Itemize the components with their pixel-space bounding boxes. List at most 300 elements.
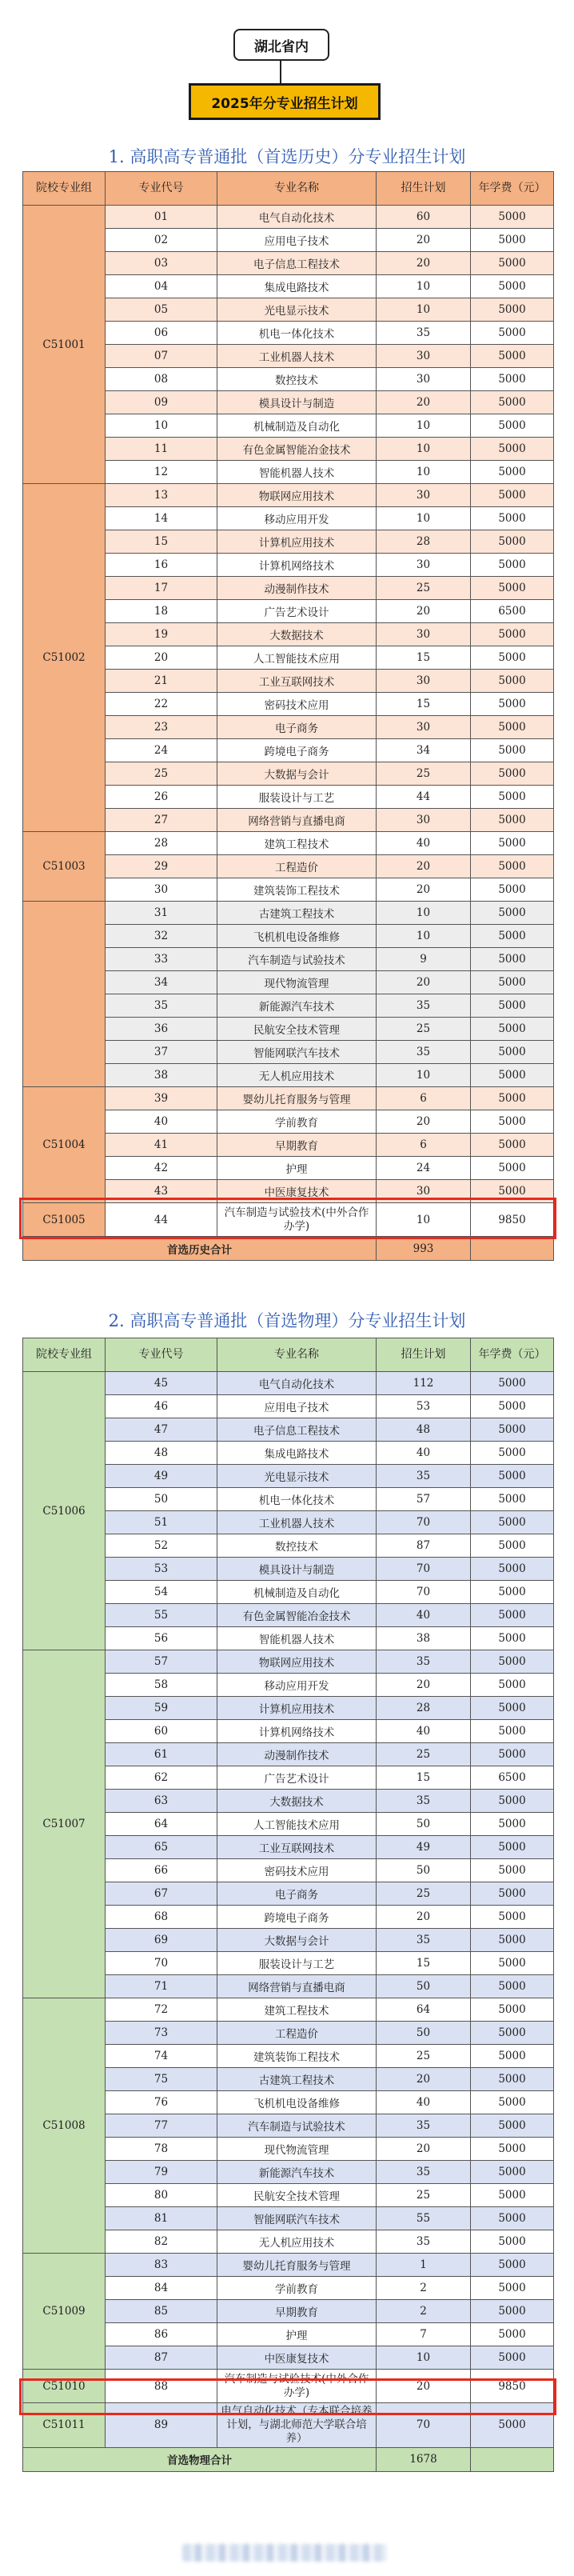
major-code-cell: 71 [106, 1975, 217, 1998]
major-name-cell: 机电一体化技术 [217, 322, 377, 345]
major-code-cell: 70 [106, 1952, 217, 1975]
major-name-cell: 建筑工程技术 [217, 832, 377, 855]
major-code-cell: 15 [106, 530, 217, 554]
major-name-cell: 中医康复技术 [217, 2346, 377, 2370]
physics-plan-table [22, 1338, 554, 2472]
major-code-cell: 30 [106, 878, 217, 902]
major-name-cell: 动漫制作技术 [217, 1743, 377, 1766]
group-code-cell: C51006 [23, 1372, 106, 1650]
major-code-cell: 39 [106, 1087, 217, 1110]
plan-count-cell: 70 [377, 1581, 471, 1604]
tuition-cell: 5000 [471, 739, 554, 762]
group-code-cell: C51008 [23, 1998, 106, 2254]
plan-count-cell: 10 [377, 298, 471, 322]
major-name-cell: 汽车制造与试验技术(中外合作办学) [217, 2370, 377, 2403]
major-name-cell: 大数据与会计 [217, 1929, 377, 1952]
history-plan-table [22, 171, 554, 1261]
group-code-cell [23, 902, 106, 1087]
plan-count-cell: 20 [377, 1906, 471, 1929]
tuition-cell: 5000 [471, 2138, 554, 2161]
major-code-cell: 22 [106, 693, 217, 716]
plan-count-cell: 20 [377, 391, 471, 414]
tuition-cell: 5000 [471, 948, 554, 971]
tuition-cell: 5000 [471, 1859, 554, 1882]
major-name-cell: 电气自动化技术（专本联合培养计划，与湖北师范大学联合培养） [217, 2403, 377, 2448]
plan-count-cell: 20 [377, 971, 471, 994]
major-code-cell: 09 [106, 391, 217, 414]
group-code-cell: C51003 [23, 832, 106, 902]
major-name-cell: 新能源汽车技术 [217, 2161, 377, 2184]
tuition-cell: 5000 [471, 229, 554, 252]
history-plan-table-wrap [22, 171, 553, 1261]
plan-count-cell: 35 [377, 322, 471, 345]
plan-count-cell: 25 [377, 577, 471, 600]
major-code-cell: 08 [106, 368, 217, 391]
major-code-cell: 56 [106, 1627, 217, 1650]
major-name-cell: 工业互联网技术 [217, 1836, 377, 1859]
table-row [23, 1998, 554, 2022]
tuition-cell: 5000 [471, 832, 554, 855]
group-code-cell: C51005 [23, 1203, 106, 1237]
major-name-cell: 有色金属智能冶金技术 [217, 1604, 377, 1627]
major-code-cell: 47 [106, 1418, 217, 1442]
major-code-cell: 20 [106, 646, 217, 670]
major-code-cell: 02 [106, 229, 217, 252]
group-code-cell: C51009 [23, 2254, 106, 2370]
major-name-cell: 移动应用开发 [217, 507, 377, 530]
tuition-cell: 5000 [471, 1511, 554, 1534]
major-code-cell: 27 [106, 809, 217, 832]
col-header-fee: 年学费（元） [471, 1338, 554, 1372]
plan-count-cell: 6 [377, 1134, 471, 1157]
tuition-cell: 5000 [471, 2045, 554, 2068]
table-row [23, 206, 554, 229]
major-code-cell: 10 [106, 414, 217, 438]
major-code-cell: 13 [106, 484, 217, 507]
major-name-cell: 学前教育 [217, 2277, 377, 2300]
total-value: 993 [377, 1237, 471, 1261]
tuition-cell: 5000 [471, 507, 554, 530]
major-name-cell: 计算机应用技术 [217, 1697, 377, 1720]
major-code-cell: 42 [106, 1157, 217, 1180]
major-code-cell: 36 [106, 1018, 217, 1041]
plan-count-cell: 10 [377, 414, 471, 438]
tuition-cell: 5000 [471, 2323, 554, 2346]
table-row [23, 484, 554, 507]
major-code-cell: 81 [106, 2207, 217, 2230]
major-name-cell: 飞机机电设备维修 [217, 925, 377, 948]
group-code-cell: C51011 [23, 2403, 106, 2448]
major-code-cell: 29 [106, 855, 217, 878]
major-name-cell: 古建筑工程技术 [217, 902, 377, 925]
table-row [23, 2403, 554, 2448]
major-code-cell: 03 [106, 252, 217, 275]
major-code-cell: 66 [106, 1859, 217, 1882]
plan-count-cell: 35 [377, 994, 471, 1018]
major-name-cell: 大数据与会计 [217, 762, 377, 786]
major-code-cell: 62 [106, 1766, 217, 1790]
total-row [23, 2447, 554, 2471]
plan-count-cell: 10 [377, 438, 471, 461]
tuition-cell: 5000 [471, 1157, 554, 1180]
tuition-cell: 5000 [471, 414, 554, 438]
tuition-cell: 5000 [471, 1720, 554, 1743]
tuition-cell: 5000 [471, 484, 554, 507]
tuition-cell: 5000 [471, 1442, 554, 1465]
plan-count-cell: 10 [377, 925, 471, 948]
plan-count-cell: 2 [377, 2300, 471, 2323]
plan-count-cell: 20 [377, 2138, 471, 2161]
total-label: 首选历史合计 [23, 1237, 377, 1261]
major-name-cell: 婴幼儿托育服务与管理 [217, 2254, 377, 2277]
major-name-cell: 机械制造及自动化 [217, 1581, 377, 1604]
tuition-cell: 5000 [471, 1674, 554, 1697]
plan-count-cell: 30 [377, 716, 471, 739]
major-code-cell: 18 [106, 600, 217, 623]
major-code-cell: 38 [106, 1064, 217, 1087]
tuition-cell: 5000 [471, 2068, 554, 2091]
major-name-cell: 工业机器人技术 [217, 1511, 377, 1534]
major-code-cell: 41 [106, 1134, 217, 1157]
major-name-cell: 机电一体化技术 [217, 1488, 377, 1511]
major-name-cell: 汽车制造与试验技术 [217, 948, 377, 971]
plan-count-cell: 25 [377, 1882, 471, 1906]
major-code-cell: 80 [106, 2184, 217, 2207]
major-code-cell: 50 [106, 1488, 217, 1511]
table-row [23, 1372, 554, 1395]
group-code-cell: C51010 [23, 2370, 106, 2403]
major-code-cell: 75 [106, 2068, 217, 2091]
major-name-cell: 模具设计与制造 [217, 391, 377, 414]
plan-count-cell: 15 [377, 693, 471, 716]
tuition-cell: 5000 [471, 1180, 554, 1203]
major-code-cell: 07 [106, 345, 217, 368]
major-name-cell: 建筑装饰工程技术 [217, 2045, 377, 2068]
major-code-cell: 64 [106, 1813, 217, 1836]
major-name-cell: 工程造价 [217, 855, 377, 878]
major-name-cell: 广告艺术设计 [217, 1766, 377, 1790]
major-code-cell: 25 [106, 762, 217, 786]
total-value: 1678 [377, 2447, 471, 2471]
major-code-cell: 48 [106, 1442, 217, 1465]
tuition-cell: 5000 [471, 1488, 554, 1511]
tuition-cell: 5000 [471, 2161, 554, 2184]
plan-count-cell: 50 [377, 1813, 471, 1836]
group-code-cell: C51002 [23, 484, 106, 832]
plan-count-cell: 53 [377, 1395, 471, 1418]
major-code-cell: 87 [106, 2346, 217, 2370]
table-row [23, 2370, 554, 2403]
tuition-cell: 5000 [471, 577, 554, 600]
major-code-cell: 40 [106, 1110, 217, 1134]
tuition-cell: 6500 [471, 600, 554, 623]
major-name-cell: 电气自动化技术 [217, 1372, 377, 1395]
plan-count-cell: 30 [377, 484, 471, 507]
plan-count-cell: 70 [377, 2403, 471, 2448]
tuition-cell: 5000 [471, 322, 554, 345]
major-name-cell: 密码技术应用 [217, 1859, 377, 1882]
plan-count-cell: 49 [377, 1836, 471, 1859]
plan-count-cell: 40 [377, 2091, 471, 2114]
major-name-cell: 婴幼儿托育服务与管理 [217, 1087, 377, 1110]
physics-plan-table-wrap [22, 1338, 553, 2472]
tuition-cell: 5000 [471, 623, 554, 646]
major-name-cell: 集成电路技术 [217, 1442, 377, 1465]
plan-count-cell: 10 [377, 1203, 471, 1237]
major-name-cell: 建筑工程技术 [217, 1998, 377, 2022]
tuition-cell: 5000 [471, 693, 554, 716]
plan-count-cell: 50 [377, 2022, 471, 2045]
group-code-cell: C51007 [23, 1650, 106, 1998]
major-name-cell: 跨境电子商务 [217, 739, 377, 762]
tuition-cell: 9850 [471, 1203, 554, 1237]
tuition-cell: 5000 [471, 971, 554, 994]
major-name-cell: 计算机网络技术 [217, 554, 377, 577]
plan-count-cell: 40 [377, 832, 471, 855]
plan-count-cell: 28 [377, 530, 471, 554]
tuition-cell: 5000 [471, 554, 554, 577]
major-code-cell: 82 [106, 2230, 217, 2254]
major-name-cell: 无人机应用技术 [217, 2230, 377, 2254]
tuition-cell: 5000 [471, 275, 554, 298]
major-name-cell: 网络营销与直播电商 [217, 1975, 377, 1998]
major-code-cell: 61 [106, 1743, 217, 1766]
major-name-cell: 大数据技术 [217, 623, 377, 646]
tuition-cell: 9850 [471, 2370, 554, 2403]
major-code-cell: 43 [106, 1180, 217, 1203]
major-code-cell: 53 [106, 1558, 217, 1581]
major-code-cell: 26 [106, 786, 217, 809]
tuition-cell: 5000 [471, 461, 554, 484]
plan-count-cell: 25 [377, 762, 471, 786]
major-code-cell: 54 [106, 1581, 217, 1604]
plan-count-cell: 30 [377, 1180, 471, 1203]
plan-count-cell: 57 [377, 1488, 471, 1511]
plan-count-cell: 35 [377, 2114, 471, 2138]
plan-count-cell: 35 [377, 1650, 471, 1674]
table-row [23, 902, 554, 925]
tuition-cell: 5000 [471, 1395, 554, 1418]
header-connector-line [280, 61, 281, 83]
tuition-cell: 5000 [471, 2207, 554, 2230]
tuition-cell: 5000 [471, 1558, 554, 1581]
plan-count-cell: 64 [377, 1998, 471, 2022]
col-header-major: 专业名称 [217, 1338, 377, 1372]
tuition-cell: 5000 [471, 716, 554, 739]
major-name-cell: 现代物流管理 [217, 971, 377, 994]
major-code-cell: 65 [106, 1836, 217, 1859]
major-name-cell: 古建筑工程技术 [217, 2068, 377, 2091]
major-name-cell: 工程造价 [217, 2022, 377, 2045]
plan-count-cell: 34 [377, 739, 471, 762]
major-name-cell: 动漫制作技术 [217, 577, 377, 600]
major-name-cell: 跨境电子商务 [217, 1906, 377, 1929]
major-code-cell: 85 [106, 2300, 217, 2323]
major-name-cell: 汽车制造与试验技术 [217, 2114, 377, 2138]
tuition-cell: 5000 [471, 2184, 554, 2207]
table-row [23, 1087, 554, 1110]
tuition-cell: 5000 [471, 2403, 554, 2448]
plan-count-cell: 30 [377, 554, 471, 577]
major-code-cell: 24 [106, 739, 217, 762]
table-row [23, 2254, 554, 2277]
plan-count-cell: 10 [377, 461, 471, 484]
major-code-cell: 49 [106, 1465, 217, 1488]
major-name-cell: 智能网联汽车技术 [217, 2207, 377, 2230]
major-name-cell: 护理 [217, 2323, 377, 2346]
major-code-cell: 60 [106, 1720, 217, 1743]
tuition-cell: 5000 [471, 1110, 554, 1134]
plan-count-cell: 10 [377, 2346, 471, 2370]
major-name-cell: 飞机机电设备维修 [217, 2091, 377, 2114]
tuition-cell: 5000 [471, 762, 554, 786]
plan-count-cell: 55 [377, 2207, 471, 2230]
major-name-cell: 智能网联汽车技术 [217, 1041, 377, 1064]
tuition-cell: 5000 [471, 1087, 554, 1110]
plan-count-cell: 35 [377, 1790, 471, 1813]
plan-count-cell: 10 [377, 507, 471, 530]
tuition-cell: 5000 [471, 1836, 554, 1859]
tuition-cell: 5000 [471, 298, 554, 322]
major-name-cell: 应用电子技术 [217, 1395, 377, 1418]
blurred-watermark [182, 2544, 387, 2562]
plan-count-cell: 87 [377, 1534, 471, 1558]
major-code-cell: 88 [106, 2370, 217, 2403]
major-name-cell: 早期教育 [217, 2300, 377, 2323]
major-code-cell: 06 [106, 322, 217, 345]
plan-count-cell: 30 [377, 623, 471, 646]
major-name-cell: 建筑装饰工程技术 [217, 878, 377, 902]
major-name-cell: 应用电子技术 [217, 229, 377, 252]
tuition-cell: 5000 [471, 670, 554, 693]
plan-count-cell: 7 [377, 2323, 471, 2346]
plan-count-cell: 70 [377, 1558, 471, 1581]
major-name-cell: 光电显示技术 [217, 1465, 377, 1488]
tuition-cell: 5000 [471, 391, 554, 414]
tuition-cell: 5000 [471, 1650, 554, 1674]
major-name-cell: 民航安全技术管理 [217, 2184, 377, 2207]
plan-count-cell: 38 [377, 1627, 471, 1650]
tuition-cell: 5000 [471, 2230, 554, 2254]
tuition-cell: 5000 [471, 994, 554, 1018]
plan-count-cell: 20 [377, 1674, 471, 1697]
major-code-cell: 67 [106, 1882, 217, 1906]
major-code-cell: 32 [106, 925, 217, 948]
major-code-cell: 83 [106, 2254, 217, 2277]
major-code-cell: 19 [106, 623, 217, 646]
tuition-cell: 5000 [471, 1372, 554, 1395]
major-code-cell: 21 [106, 670, 217, 693]
major-code-cell: 28 [106, 832, 217, 855]
major-code-cell: 74 [106, 2045, 217, 2068]
plan-count-cell: 6 [377, 1087, 471, 1110]
plan-count-cell: 50 [377, 1975, 471, 1998]
col-header-code: 专业代号 [106, 1338, 217, 1372]
major-code-cell: 01 [106, 206, 217, 229]
group-code-cell: C51001 [23, 206, 106, 484]
major-code-cell: 63 [106, 1790, 217, 1813]
plan-count-cell: 20 [377, 2068, 471, 2091]
total-label: 首选物理合计 [23, 2447, 377, 2471]
plan-count-cell: 15 [377, 1766, 471, 1790]
col-header-group: 院校专业组 [23, 1338, 106, 1372]
major-name-cell: 物联网应用技术 [217, 1650, 377, 1674]
major-code-cell: 57 [106, 1650, 217, 1674]
tuition-cell: 5000 [471, 1627, 554, 1650]
tuition-cell: 5000 [471, 1813, 554, 1836]
plan-title: 2025年分专业招生计划 [211, 95, 358, 112]
plan-count-cell: 30 [377, 809, 471, 832]
major-name-cell: 移动应用开发 [217, 1674, 377, 1697]
plan-count-cell: 20 [377, 229, 471, 252]
tuition-cell: 5000 [471, 809, 554, 832]
plan-count-cell: 30 [377, 670, 471, 693]
major-name-cell: 光电显示技术 [217, 298, 377, 322]
tuition-cell: 5000 [471, 1998, 554, 2022]
tuition-cell: 5000 [471, 2254, 554, 2277]
table-row [23, 832, 554, 855]
major-code-cell: 45 [106, 1372, 217, 1395]
tuition-cell: 5000 [471, 438, 554, 461]
plan-count-cell: 24 [377, 1157, 471, 1180]
tuition-cell: 5000 [471, 1465, 554, 1488]
tuition-cell: 5000 [471, 902, 554, 925]
major-code-cell: 05 [106, 298, 217, 322]
major-name-cell: 计算机网络技术 [217, 1720, 377, 1743]
major-name-cell: 护理 [217, 1157, 377, 1180]
major-name-cell: 人工智能技术应用 [217, 1813, 377, 1836]
tuition-cell: 5000 [471, 2091, 554, 2114]
total-fee-empty [471, 2447, 554, 2471]
major-code-cell: 59 [106, 1697, 217, 1720]
tuition-cell: 5000 [471, 1064, 554, 1087]
major-name-cell: 广告艺术设计 [217, 600, 377, 623]
total-row [23, 1237, 554, 1261]
plan-count-cell: 60 [377, 206, 471, 229]
table-header-row [23, 1338, 554, 1372]
tuition-cell: 5000 [471, 2114, 554, 2138]
tuition-cell: 5000 [471, 878, 554, 902]
major-code-cell: 73 [106, 2022, 217, 2045]
plan-count-cell: 40 [377, 1604, 471, 1627]
plan-count-cell: 35 [377, 1041, 471, 1064]
major-name-cell: 工业机器人技术 [217, 345, 377, 368]
plan-count-cell: 35 [377, 2161, 471, 2184]
tuition-cell: 5000 [471, 646, 554, 670]
plan-count-cell: 35 [377, 2230, 471, 2254]
major-code-cell: 55 [106, 1604, 217, 1627]
plan-count-cell: 44 [377, 786, 471, 809]
plan-count-cell: 2 [377, 2277, 471, 2300]
table-header-row [23, 172, 554, 206]
plan-count-cell: 30 [377, 368, 471, 391]
major-code-cell: 76 [106, 2091, 217, 2114]
tuition-cell: 5000 [471, 345, 554, 368]
section2-title: 2. 高职高专普通批（首选物理）分专业招生计划 [108, 1311, 466, 1330]
plan-count-cell: 48 [377, 1418, 471, 1442]
tuition-cell: 5000 [471, 1041, 554, 1064]
major-name-cell: 智能机器人技术 [217, 461, 377, 484]
tuition-cell: 5000 [471, 1790, 554, 1813]
major-name-cell: 有色金属智能冶金技术 [217, 438, 377, 461]
tuition-cell: 5000 [471, 1975, 554, 1998]
major-code-cell: 37 [106, 1041, 217, 1064]
col-header-group: 院校专业组 [23, 172, 106, 206]
major-name-cell: 民航安全技术管理 [217, 1018, 377, 1041]
plan-count-cell: 25 [377, 1018, 471, 1041]
plan-count-cell: 9 [377, 948, 471, 971]
plan-count-cell: 15 [377, 646, 471, 670]
